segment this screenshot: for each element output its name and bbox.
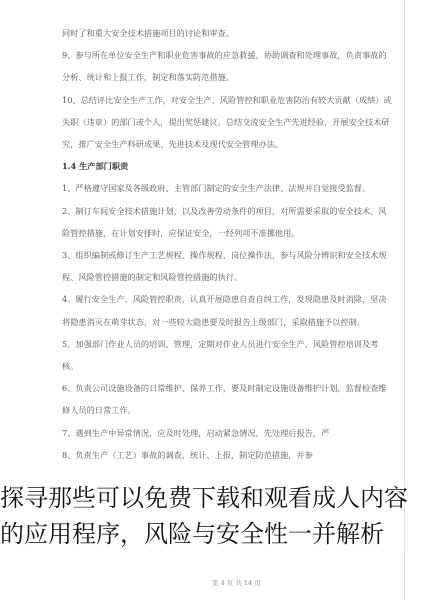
paragraph: 4、履行安全生产、风险管控职责，认真开展隐患自查自纠工作，发现隐患及时消除，坚决将隐患消灭在萌芽状态，对一些较大隐患要及时报告上级部门，采取措施予以控制。 xyxy=(62,294,387,327)
paragraph: 3、组织编制或修订生产工艺规程、操作规程、岗位操作法，参与风险分辨识和安全技术规程、风险管控措施的制定和风险管控措施的执行。 xyxy=(62,250,387,283)
paragraph: 5、加强部门作业人员的培训、管理，定期对作业人员进行安全生产、风险管控培训及考核。 xyxy=(62,338,379,372)
paragraph: 9、参与所在单位安全生产和职业危害事故的应急救援，协助调查和处理事故，负责事故的分析、统计和上报工作，制定和落实防范措施。 xyxy=(62,50,387,83)
paragraph: 8、负责生产（工艺）事故的调查、统计、上报，制定防范措施，并参 xyxy=(62,449,313,460)
paragraph: 7、遇到生产中异常情况，应及时处理，启动紧急情况，先处理后报告，严 xyxy=(62,427,330,438)
paragraph: 1、严格遵守国家及各级政府、主管部门制定的安全生产法律、法规并自觉接受监督。 xyxy=(62,183,371,194)
paragraph: 10、总结评比安全生产工作，对安全生产、风险管控和职业危害防治有较大贡献（成绩）或失职（违章）的部门或个人，提出奖惩建议。总结交流安全生产先进经验，开展安全技术研究，推广安全生产科研成果、先进技术及现代安全管理办法。 xyxy=(62,94,392,150)
paragraph: 2、制订车间安全技术措施计划，以及改善劳动条件的项目，对所需要采取的安全技术、风险管控措施，在计划安排时，应保证安全，一经列项不准挪他用。 xyxy=(62,205,387,238)
paragraph: 6、负责公司设施设备的日常维护、保养工作，要及时制定设施设备维护计划，监督检查维修人员的日常工作。 xyxy=(62,383,387,416)
document-body xyxy=(62,22,392,466)
paragraph: 同时了和重大安全技术措施项目的讨论和审查。 xyxy=(62,28,234,38)
caption-overlay: 探寻那些可以免费下载和观看成人内容的应用程序，风险与安全性一并解析 xyxy=(0,480,424,552)
section-heading: 1.4 生产部门职责 xyxy=(62,161,129,172)
page-number: 第 4 页 共 14 页 xyxy=(212,579,261,587)
